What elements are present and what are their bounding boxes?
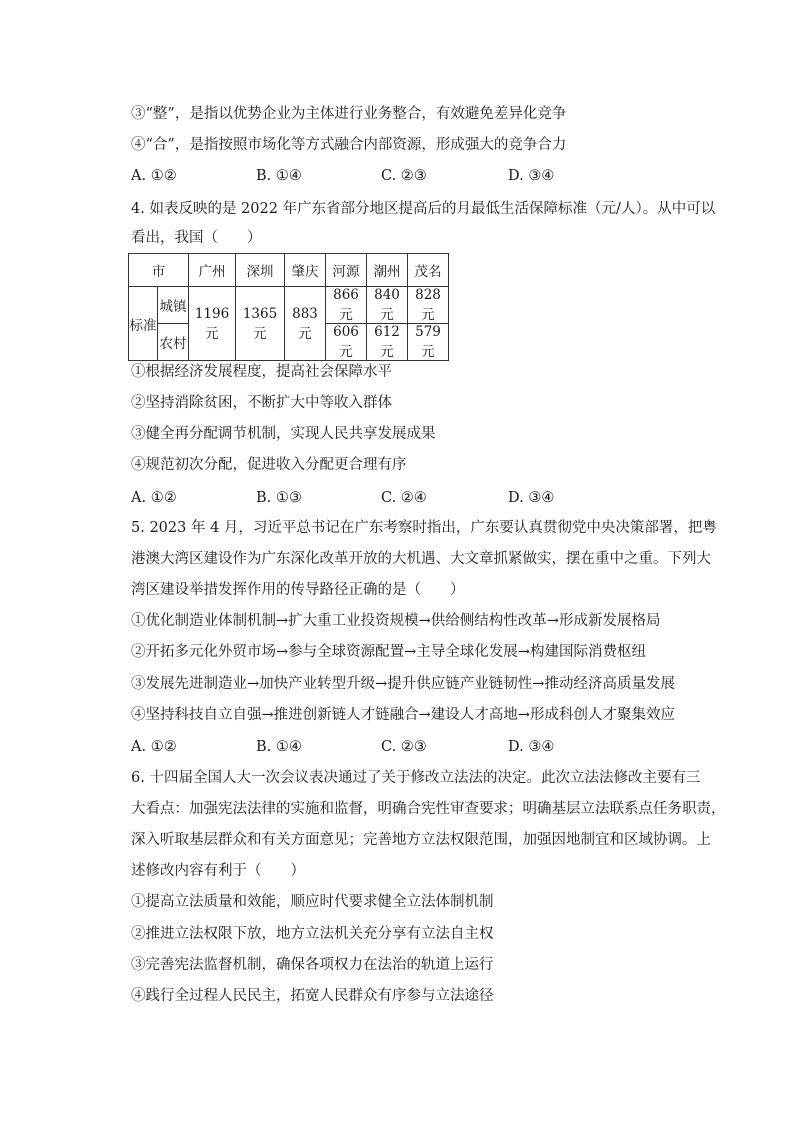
q5-item-2: ②开拓多元化外贸市场→参与全球资源配置→主导全球化发展→构建国际消费枢纽 (131, 644, 646, 660)
table-cell-maoming-rural: 579 元 (408, 324, 449, 361)
q5-option-d[interactable]: D. ③④ (508, 739, 555, 755)
q4-option-a[interactable]: A. ①② (131, 490, 177, 506)
q4-option-d[interactable]: D. ③④ (508, 490, 555, 506)
table-row-urban (129, 287, 449, 324)
q3-option-c[interactable]: C. ②③ (381, 168, 427, 184)
table-row-label-standard: 标准 (129, 287, 158, 361)
q4-stem-line-2: 看出，我国（ ） (131, 230, 262, 246)
q5-option-a[interactable]: A. ①② (131, 739, 177, 755)
table-cell-chaozhou-rural: 612 元 (367, 324, 408, 361)
q3-item-4: ④“合”，是指按照市场化等方式融合内部资源，形成强大的竞争合力 (131, 137, 567, 153)
table-label-rural: 农村 (158, 324, 189, 361)
q4-item-4: ④规范初次分配，促进收入分配更合理有序 (131, 457, 407, 473)
table-cell-heyuan-urban: 866 元 (326, 287, 367, 324)
q5-item-4: ④坚持科技自立自强→推进创新链人才链融合→建设人才高地→形成科创人才聚集效应 (131, 707, 675, 723)
q3-item-3: ③“整”，是指以优势企业为主体进行业务整合，有效避免差异化竞争 (131, 106, 567, 122)
q6-item-3: ③完善宪法监督机制，确保各项权力在法治的轨道上运行 (131, 957, 494, 973)
table-header-row (129, 254, 449, 287)
q6-stem-line-4: 述修改内容有利于（ ） (131, 863, 305, 879)
q5-stem-line-2: 港澳大湾区建设作为广东深化改革开放的大机遇、大文章抓紧做实，摆在重中之重。下列大 (131, 551, 711, 567)
q4-item-2: ②坚持消除贫困，不断扩大中等收入群体 (131, 395, 392, 411)
q3-option-b[interactable]: B. ①④ (256, 168, 302, 184)
q4-item-1: ①根据经济发展程度，提高社会保障水平 (131, 364, 392, 380)
q4-option-b[interactable]: B. ①③ (256, 490, 302, 506)
table-header-maoming: 茂名 (408, 254, 449, 287)
q3-options (131, 166, 651, 186)
q6-stem-line-1: 6. 十四届全国人大一次会议表决通过了关于修改立法法的决定。此次立法法修改主要有三 (131, 770, 701, 786)
q6-item-4: ④践行全过程人民民主，拓宽人民群众有序参与立法途径 (131, 988, 494, 1004)
table-cell-guangzhou: 1196 元 (189, 287, 236, 361)
q6-item-1: ①提高立法质量和效能，顺应时代要求健全立法体制机制 (131, 894, 494, 910)
table-cell-heyuan-rural: 606 元 (326, 324, 367, 361)
table-cell-chaozhou-urban: 840 元 (367, 287, 408, 324)
q5-item-1: ①优化制造业体制机制→扩大重工业投资规模→供给侧结构性改革→形成新发展格局 (131, 613, 661, 629)
q6-stem-line-2: 大看点：加强宪法法律的实施和监督，明确合宪性审查要求；明确基层立法联系点任务职责， (131, 801, 726, 817)
q5-stem-line-1: 5. 2023 年 4 月，习近平总书记在广东考察时指出，广东要认真贯彻党中央决策部署，把粤 (131, 520, 717, 536)
q3-option-d[interactable]: D. ③④ (508, 168, 555, 184)
q3-option-a[interactable]: A. ①② (131, 168, 177, 184)
q5-stem-line-3: 湾区建设举措发挥作用的传导路径正确的是（ ） (131, 582, 465, 598)
q5-option-b[interactable]: B. ①④ (256, 739, 302, 755)
table-header-city: 市 (129, 254, 189, 287)
q4-stem-line-1: 4. 如表反映的是 2022 年广东省部分地区提高后的月最低生活保障标准（元/人）。从中可以 (131, 201, 716, 217)
q5-options (131, 737, 651, 757)
table-header-guangzhou: 广州 (189, 254, 236, 287)
q4-options (131, 488, 651, 508)
q4-item-3: ③健全再分配调节机制，实现人民共享发展成果 (131, 426, 436, 442)
table-cell-maoming-urban: 828 元 (408, 287, 449, 324)
q5-item-3: ③发展先进制造业→加快产业转型升级→提升供应链产业链韧性→推动经济高质量发展 (131, 676, 675, 692)
table-header-chaozhou: 潮州 (367, 254, 408, 287)
table-header-shenzhen: 深圳 (236, 254, 285, 287)
q4-subsistence-table (128, 253, 449, 361)
q5-option-c[interactable]: C. ②③ (381, 739, 427, 755)
table-header-heyuan: 河源 (326, 254, 367, 287)
q6-item-2: ②推进立法权限下放，地方立法机关充分享有立法自主权 (131, 926, 494, 942)
table-label-urban: 城镇 (158, 287, 189, 324)
table-header-zhaoqing: 肇庆 (285, 254, 326, 287)
table-cell-zhaoqing: 883 元 (285, 287, 326, 361)
table-cell-shenzhen: 1365 元 (236, 287, 285, 361)
q4-option-c[interactable]: C. ②④ (381, 490, 427, 506)
q6-stem-line-3: 深入听取基层群众和有关方面意见；完善地方立法权限范围，加强因地制宜和区域协调。上 (131, 832, 711, 848)
